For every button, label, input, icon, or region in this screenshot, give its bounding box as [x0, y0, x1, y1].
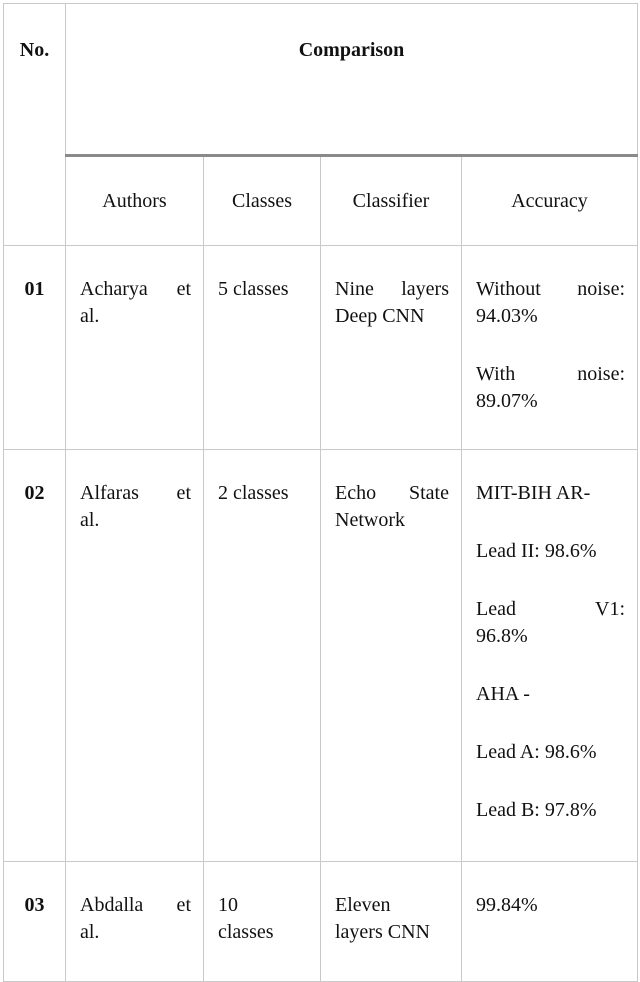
accuracy-header: Accuracy [462, 156, 638, 246]
classes-line: 5 classes [218, 278, 289, 300]
classifier-line: Eleven [335, 894, 391, 916]
subheader-row [4, 156, 638, 246]
accuracy-line: Lead II: 98.6% [476, 540, 597, 562]
row-number: 01 [4, 246, 66, 450]
accuracy-line: 99.84% [476, 894, 538, 916]
classes-line: 2 classes [218, 482, 289, 504]
classes-header: Classes [204, 156, 321, 246]
classes-cell [204, 450, 321, 862]
table-row [4, 246, 638, 450]
no-header: No. [4, 4, 66, 246]
comparison-table [3, 3, 638, 982]
classifier-line: Deep CNN [335, 305, 425, 327]
authors-line: Abdalla et [80, 894, 191, 916]
classifier-header: Classifier [321, 156, 462, 246]
authors-line: al. [80, 509, 100, 531]
table-row [4, 862, 638, 982]
accuracy-line: 96.8% [476, 625, 528, 647]
comparison-header: Comparison [66, 4, 638, 156]
accuracy-entry [476, 596, 625, 650]
accuracy-line: 94.03% [476, 305, 538, 327]
classifier-line: Network [335, 509, 405, 531]
accuracy-line: Lead A: 98.6% [476, 741, 597, 763]
accuracy-entry [476, 361, 625, 415]
authors-line: Acharya et [80, 278, 191, 300]
accuracy-entry [476, 480, 625, 507]
accuracy-line: Without noise: [476, 278, 626, 300]
classifier-line: Echo State [335, 482, 449, 504]
classifier-line: layers CNN [335, 921, 430, 943]
classes-line: 10 [218, 894, 238, 916]
authors-line: al. [80, 305, 100, 327]
header-row [4, 4, 638, 156]
authors-header: Authors [66, 156, 204, 246]
classifier-cell [321, 862, 462, 982]
authors-cell [66, 862, 204, 982]
accuracy-cell [462, 450, 638, 862]
authors-line: Alfaras et [80, 482, 191, 504]
row-number: 03 [4, 862, 66, 982]
accuracy-line: Lead V1: [476, 598, 626, 620]
table-row [4, 450, 638, 862]
authors-cell [66, 246, 204, 450]
accuracy-entry [476, 276, 625, 330]
classifier-line: Nine layers [335, 278, 449, 300]
classes-cell [204, 862, 321, 982]
authors-line: al. [80, 921, 100, 943]
accuracy-entry [476, 797, 625, 824]
accuracy-entry [476, 538, 625, 565]
accuracy-cell [462, 246, 638, 450]
accuracy-line: Lead B: 97.8% [476, 799, 597, 821]
accuracy-entry [476, 681, 625, 708]
row-number: 02 [4, 450, 66, 862]
accuracy-entry [476, 739, 625, 766]
authors-cell [66, 450, 204, 862]
accuracy-entry [476, 892, 625, 919]
classifier-cell [321, 246, 462, 450]
accuracy-line: 89.07% [476, 390, 538, 412]
classes-cell [204, 246, 321, 450]
accuracy-line: AHA - [476, 683, 530, 705]
accuracy-line: With noise: [476, 363, 626, 385]
classifier-cell [321, 450, 462, 862]
accuracy-line: MIT-BIH AR- [476, 482, 591, 504]
classes-line: classes [218, 921, 274, 943]
accuracy-cell [462, 862, 638, 982]
